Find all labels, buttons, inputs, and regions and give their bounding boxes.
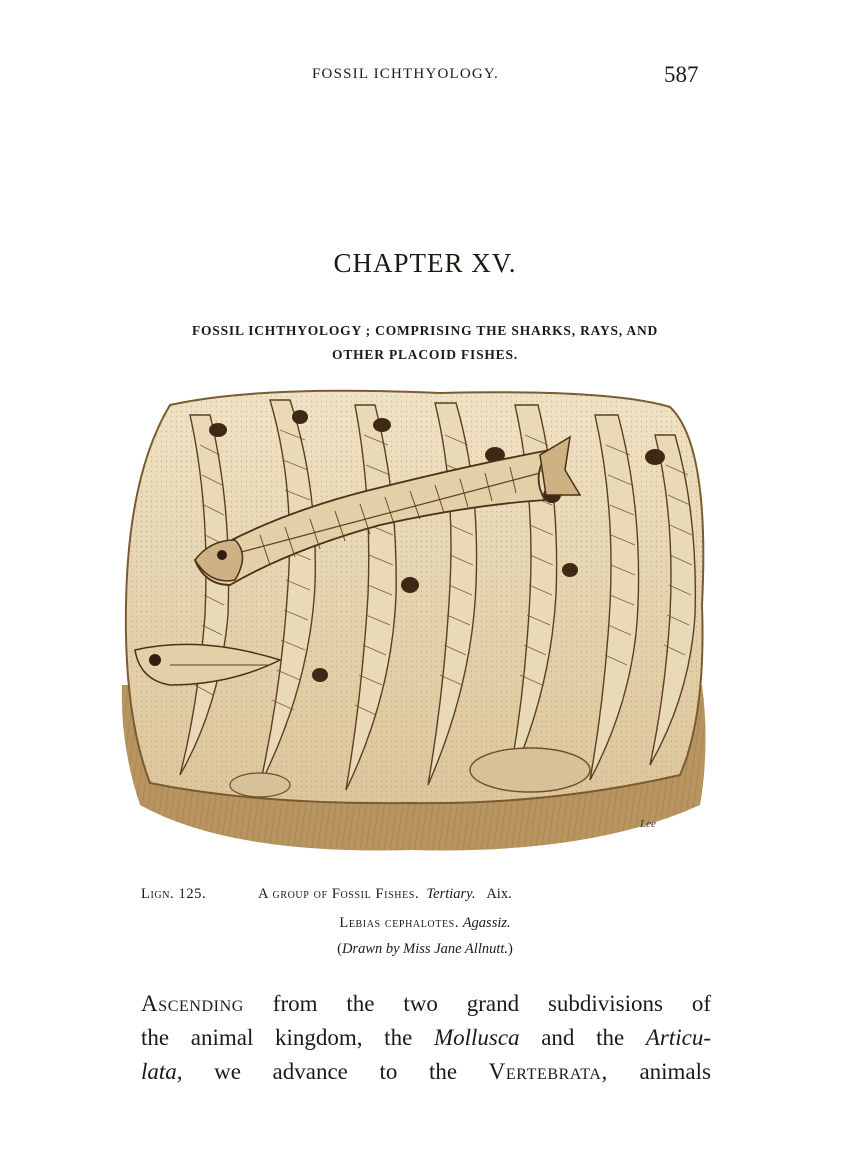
body-line-1 [141, 987, 711, 1021]
term-mollusca: Mollusca [433, 1025, 520, 1050]
fossil-slab-drawing [110, 385, 710, 865]
figure-label: Lign. 125. [141, 886, 207, 902]
page-number: 587 [664, 62, 699, 87]
term-vertebrata: Vertebrata, [488, 1059, 608, 1084]
figure-description [258, 886, 512, 903]
body-line-2 [141, 1021, 711, 1055]
term-articulata-start: Articu- [645, 1025, 711, 1050]
species-name: Lebias cephalotes. [339, 915, 460, 931]
engraver-signature: Lee [640, 818, 656, 830]
figure-caption [0, 886, 850, 962]
body-line-1-text: from the two grand subdivisions of [243, 991, 711, 1016]
running-title: FOSSIL ICHTHYOLOGY. [312, 66, 499, 82]
running-head [0, 62, 850, 92]
figure-description-text: A group of Fossil Fishes. [258, 886, 420, 902]
caption-line-2 [0, 910, 850, 936]
body-paragraph [141, 987, 711, 1089]
chapter-subtitle-line-1: FOSSIL ICHTHYOLOGY ; COMPRISING THE SHARKS, RAYS, AND [191, 323, 659, 338]
chapter-title: CHAPTER XV. [333, 248, 517, 278]
species-authority: Agassiz. [462, 915, 511, 931]
caption-line-1 [0, 886, 850, 910]
body-line-3-text-b: we advance to the [182, 1059, 489, 1084]
body-line-2-text-a: the animal kingdom, the [141, 1025, 434, 1050]
body-line-3 [141, 1055, 711, 1089]
body-lead-word: Ascending [141, 991, 244, 1016]
figure-era: Tertiary. [426, 886, 476, 902]
figure-locality: Aix. [486, 886, 512, 902]
caption-line-3 [0, 936, 850, 962]
chapter-subtitle [100, 319, 750, 367]
chapter-subtitle-line-2: OTHER PLACOID FISHES. [332, 347, 518, 362]
credit-close-paren: ) [508, 941, 513, 957]
body-line-3-text-c: animals [607, 1059, 711, 1084]
credit-open-paren: ( [337, 941, 342, 957]
body-line-2-text-b: and the [519, 1025, 646, 1050]
fossil-fish-illustration [110, 385, 710, 865]
drawing-credit: Drawn by Miss Jane Allnutt. [341, 941, 509, 957]
term-articulata-end: lata, [141, 1059, 183, 1084]
